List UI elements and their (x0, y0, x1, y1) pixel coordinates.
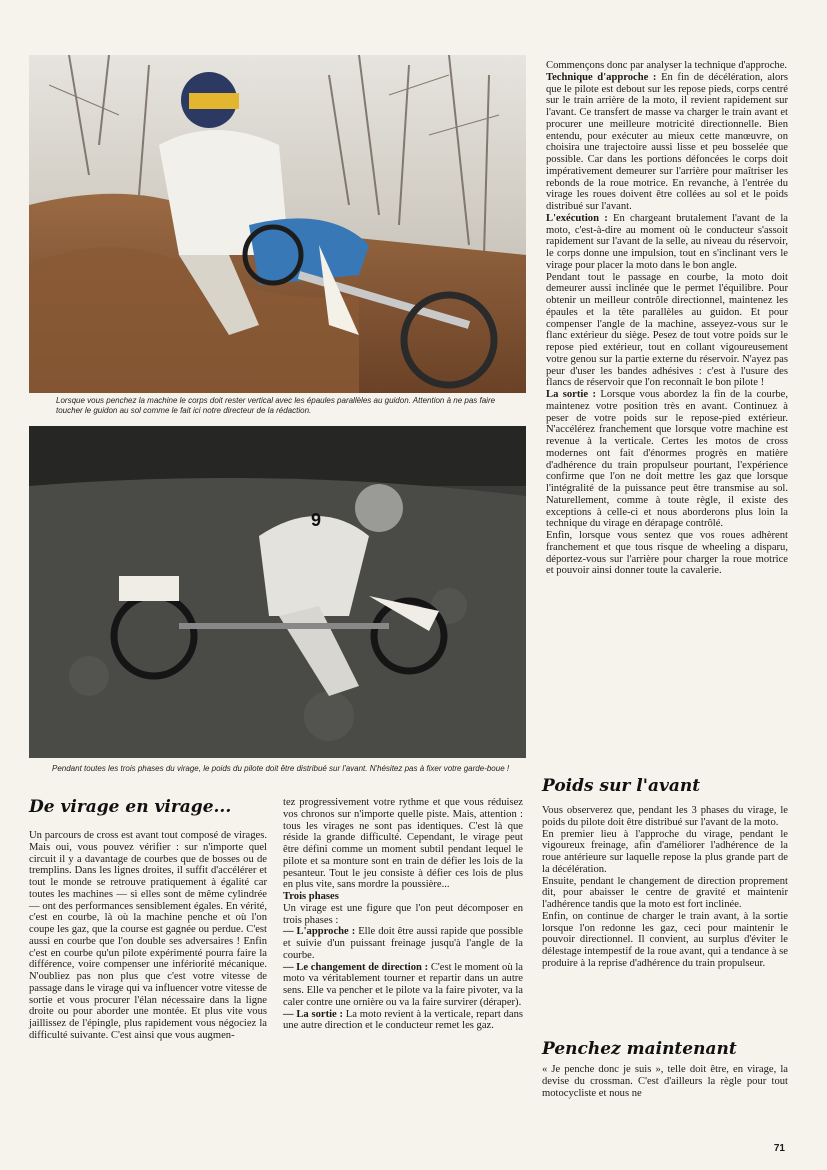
paragraph-lead: Technique d'approche : (546, 71, 657, 83)
paragraph: « Je penche donc je suis », telle doit être, en virage, la devise du crossman. C'est d'ailleurs la règle pour tout motocycliste et nous ne (542, 1064, 788, 1099)
page-number: 71 (773, 1143, 785, 1154)
paragraph: tez progressivement votre rythme et que vous réduisez vos chronos sur n'importe quelle piste. Mais, attention : tous les virages ne sont pas identiques. C'est là que réside la grande difficulté. Cependant, le virage peut être défini comme un moment subtil pendant lequel le pilote et sa monture sont en train de défier les lois de la pesanteur. Tout le jeu consiste à défier ces lois de plus en plus vite, sans mordre la poussière... (283, 797, 523, 891)
paragraph (546, 389, 788, 530)
paragraph: Enfin, on continue de charger le train avant, à la sortie lorsque l'on redonne les gaz, ceci pour maintenir le pouvoir directionnel. Il convient, au surplus d'éviter le délestage intempestif de la roue avant, qui a tendance à se produire à la reprise d'adhérence du train propulseur. (542, 910, 788, 969)
paragraph-lead: L'exécution : (546, 212, 608, 224)
paragraph-lead: — Le changement de direction : (283, 961, 429, 973)
bottom-photo (29, 426, 526, 758)
paragraph-text: En chargeant brutalement l'avant de la moto, c'est-à-dire au moment où le conducteur s'assoit rapidement sur l'avant de la selle, au niveau du réservoir, le corps donne une impulsion, tout en s'inclinant vers le virage pour placer la moto dans le bon angle. (546, 212, 789, 271)
paragraph-lead: La sortie : (546, 389, 596, 400)
top-photo (29, 55, 526, 393)
paragraph (283, 962, 523, 1009)
paragraph-text: Lorsque vous abordez la fin de la courbe, maintenez votre position très en avant. Continuez à peser de votre poids sur le repose-pied extérieur. N'accélérez franchement que lorsque votre machine est revenue à la verticale. Certes les motos de cross modernes ont fait d'énormes progrès en matière d'adhérence du train propulseur pourtant, l'expérience confirme que l'on ne doit mettre les gaz que lorsque l'intégralité de la puissance peut être transmise au sol. Naturellement, comme à toute règle, il existe des exceptions à celle-ci et nous aborderons plus loin la technique du virage en dérapage contrôlé. (546, 389, 788, 530)
paragraph-lead: — L'approche : (283, 926, 356, 938)
penchez-column (542, 1064, 788, 1099)
article-column-1 (29, 830, 267, 1042)
paragraph: Un parcours de cross est avant tout composé de virages. Mais oui, vous pouvez vérifier : sur n'importe quel circuit il y a davantage de courbes que de bosses ou de tremplins. Dans les lignes droites, il suffit d'accélérer et tout le monde se retrouve pratiquement à égalité car toutes les machines — si elles sont de même cylindrée — ont des performances sensiblement égales. En vérité, c'est en courbe, là où la machine penche et où l'on coupe les gaz, que la course est gagnée ou perdue. C'est aussi en courbe que l'on double ses adversaires ! Enfin c'est en courbe qu'un pilote expérimenté pourra faire la différence, voire compenser une infériorité mécanique. N'oubliez pas non plus que c'est votre vitesse de passage dans le virage qui va influencer votre vitesse de sortie et vous procurer l'élan nécessaire dans la ligne droite ou pour aborder une montée. Et plus vite vous jaillissez de l'épingle, plus rapidement vous négociez la difficulté suivante. C'est ainsi que vous augmen- (29, 830, 267, 1041)
article-column-2 (283, 797, 523, 1032)
paragraph-text: En fin de décélération, alors que le pilote est debout sur les repose pieds, corps centré sur le train arrière de la moto, il revient rapidement sur l'avant. Ce transfert de masse va charger le train avant et procurer une meilleure motricité directionnelle. Bien entendu, pour exécuter au mieux cette manœuvre, on choisira une trajectoire aussi lisse et peu bosselée que possible. Car dans les portions défoncées le corps doit impérativement demeurer sur l'arrière pour maîtriser les rebonds de la roue motrice. En revanche, à l'entrée du virage les roues doivent être collées au sol et le poids distribué sur l'avant. (546, 71, 788, 212)
paragraph (546, 72, 788, 213)
bottom-photo-caption: Pendant toutes les trois phases du virage, le poids du pilote doit être distribué sur l'avant. N'hésitez pas à fixer votre garde-boue ! (52, 764, 510, 773)
paragraph: Enfin, lorsque vous sentez que vos roues adhèrent franchement et que tous risque de wheeling a disparu, déportez-vous sur l'arrière pour charger la roue motrice et pouvoir ainsi donner toute la cavalerie. (546, 530, 788, 577)
paragraph: Un virage est une figure que l'on peut décomposer en trois phases : (283, 902, 523, 926)
top-photo-caption: Lorsque vous penchez la machine le corps doit rester vertical avec les épaules parallèles au guidon. Attention à ne pas faire toucher le guidon au sol comme le fait ici notre directeur de la rédaction. (56, 396, 496, 415)
paragraph-text: La moto revient à la verticale, repart dans une autre direction et le conducteur remet les gaz. (283, 1008, 523, 1032)
paragraph: Commençons donc par analyser la technique d'approche. (546, 60, 788, 71)
heading-de-virage-en-virage: De virage en virage... (29, 797, 232, 817)
svg-text:9: 9 (311, 510, 322, 530)
heading-poids-sur-avant: Poids sur l'avant (542, 776, 701, 796)
paragraph: Ensuite, pendant le changement de direction proprement dit, pour abaisser le centre de gravité et maintenir l'adhérence tandis que la moto est fort inclinée. (542, 875, 788, 910)
paragraph: En premier lieu à l'approche du virage, pendant le vigoureux freinage, afin d'améliorer l'adhérence de la roue antérieure sur laquelle repose la plus grande part de la décélération. (542, 828, 788, 875)
paragraph (283, 1009, 523, 1033)
heading-penchez-maintenant: Penchez maintenant (542, 1039, 737, 1059)
right-column (546, 60, 788, 577)
paragraph (283, 926, 523, 961)
paragraph: Pendant tout le passage en courbe, la moto doit demeurer aussi inclinée que le permet l'équilibre. Pour obtenir un meilleur contrôle directionnel, maintenez les épaules et la tête parallèles au guidon. Et pour compenser l'angle de la machine, asseyez-vous sur le flanc extérieur du siège. Pesez de tout votre poids sur le repose pied extérieur, tout en collant vigoureusement votre genou sur la partie externe du réservoir. N'ayez pas peur d'user les bandes adhésives : c'est à l'usure des flancs de réservoir que l'on reconnaît le bon pilote ! (546, 271, 788, 389)
paragraph-text: C'est le moment où la moto va véritablement tourner et repartir dans un autre sens. Elle va pencher et le pilote va la faire pivoter, va la caler contre une ornière ou va la faire survirer (déraper). (283, 961, 523, 1008)
paragraph-text: Elle doit être aussi rapide que possible et suivie d'un puissant freinage jusqu'à l'angle de la courbe. (283, 926, 523, 961)
paragraph: Vous observerez que, pendant les 3 phases du virage, le poids du pilote doit être distribué sur l'avant de la moto. (542, 805, 788, 828)
subheading-trois-phases: Trois phases (283, 891, 339, 902)
paragraph (546, 213, 788, 272)
poids-column (542, 805, 788, 970)
paragraph-lead: — La sortie : (283, 1008, 344, 1020)
